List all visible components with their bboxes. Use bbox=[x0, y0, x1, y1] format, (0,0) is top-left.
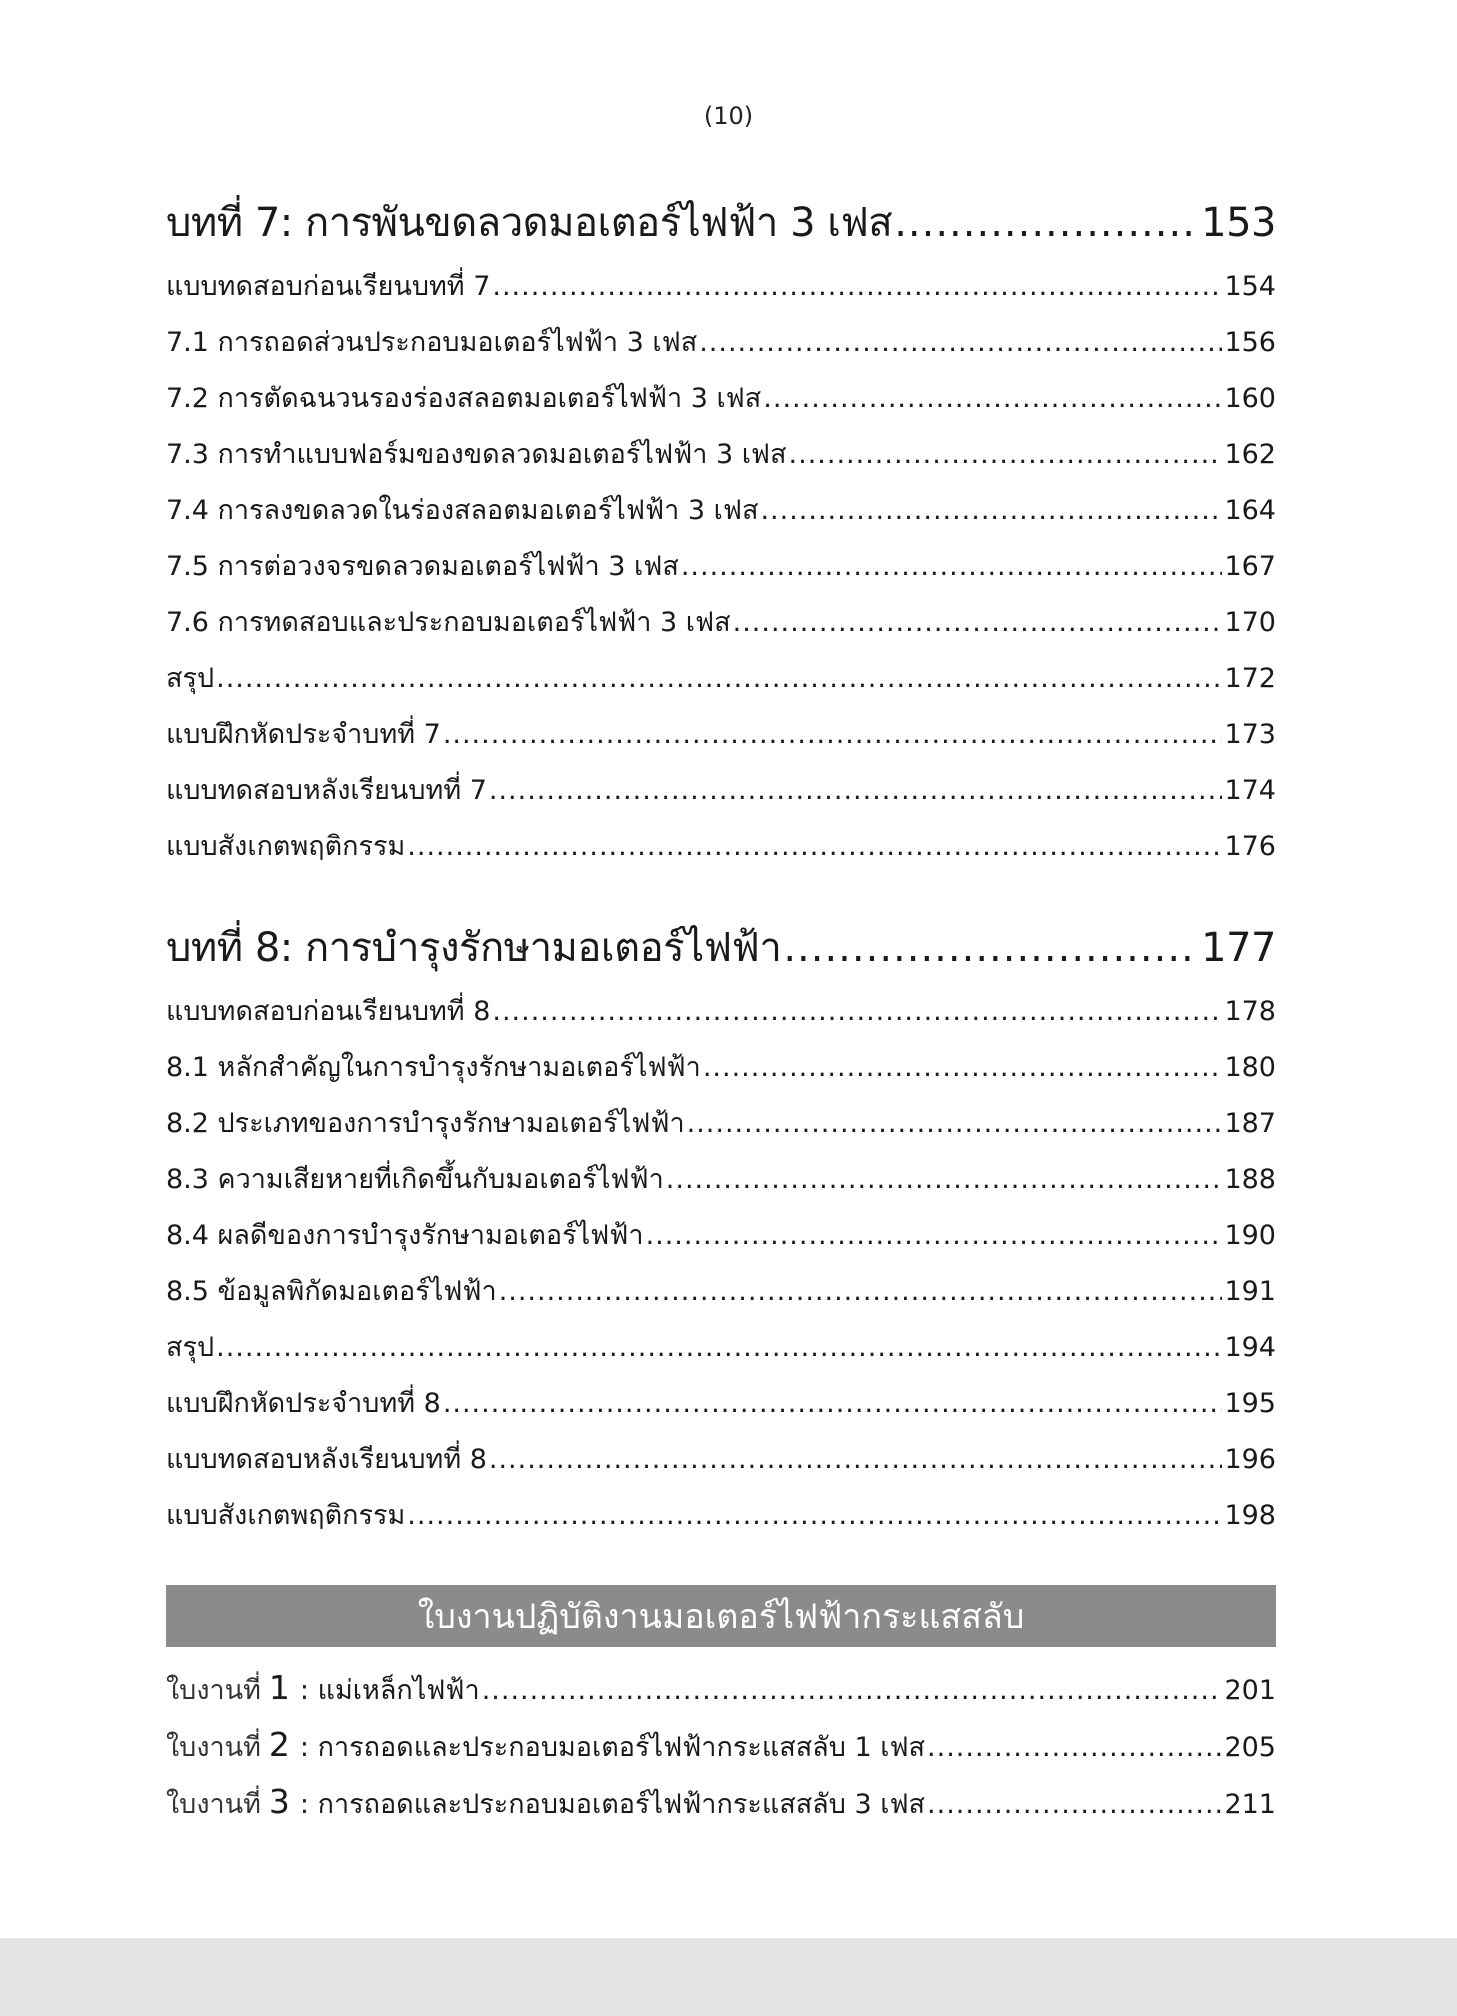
toc-entry[interactable] bbox=[166, 320, 1276, 376]
entry-label: แบบทดสอบหลังเรียนบทที่ 7 bbox=[166, 775, 487, 806]
chapter-title: บทที่ 8: การบำรุงรักษามอเตอร์ไฟฟ้า bbox=[166, 925, 782, 971]
entry-label: 8.3 ความเสียหายที่เกิดขึ้นกับมอเตอร์ไฟฟ้า bbox=[166, 1164, 664, 1195]
toc-entry[interactable] bbox=[166, 712, 1276, 768]
dot-leader bbox=[216, 1332, 1222, 1363]
dot-leader bbox=[216, 663, 1222, 694]
chapter-page: 177 bbox=[1201, 925, 1276, 971]
toc-entry[interactable] bbox=[166, 544, 1276, 600]
entry-page: 170 bbox=[1224, 607, 1276, 638]
entry-page: 154 bbox=[1224, 271, 1276, 302]
entry-page: 160 bbox=[1224, 383, 1276, 414]
entry-page: 176 bbox=[1224, 831, 1276, 862]
entry-label: แบบฝึกหัดประจำบทที่ 7 bbox=[166, 719, 441, 750]
dot-leader bbox=[489, 1444, 1223, 1475]
entry-label: สรุป bbox=[166, 663, 215, 694]
toc-entry[interactable] bbox=[166, 488, 1276, 544]
toc-entry[interactable] bbox=[166, 1269, 1276, 1325]
worksheet-number: 1 bbox=[268, 1668, 290, 1707]
entry-page: 187 bbox=[1224, 1108, 1276, 1139]
footer-band bbox=[0, 1938, 1457, 2016]
dot-leader bbox=[894, 200, 1199, 246]
chapter-7-section bbox=[166, 190, 1276, 880]
entry-label: แบบฝึกหัดประจำบทที่ 8 bbox=[166, 1388, 441, 1419]
dot-leader bbox=[499, 1276, 1223, 1307]
worksheet-number: 3 bbox=[268, 1782, 290, 1821]
dot-leader bbox=[681, 551, 1223, 582]
chapter-page: 153 bbox=[1201, 200, 1276, 246]
worksheet-banner-title: ใบงานปฏิบัติงานมอเตอร์ไฟฟ้ากระแสสลับ bbox=[417, 1597, 1025, 1637]
toc-entry[interactable] bbox=[166, 1045, 1276, 1101]
dot-leader bbox=[407, 831, 1222, 862]
dot-leader bbox=[492, 996, 1222, 1027]
entry-page: 173 bbox=[1224, 719, 1276, 750]
chapter-7-heading[interactable] bbox=[166, 190, 1276, 264]
chapter-8-section bbox=[166, 915, 1276, 1549]
dot-leader bbox=[646, 1220, 1223, 1251]
toc-entry[interactable] bbox=[166, 824, 1276, 880]
entry-label: 8.5 ข้อมูลพิกัดมอเตอร์ไฟฟ้า bbox=[166, 1276, 497, 1307]
entry-label: แบบทดสอบก่อนเรียนบทที่ 7 bbox=[166, 271, 491, 302]
page-number: (10) bbox=[703, 102, 754, 130]
entry-page: 196 bbox=[1224, 1444, 1276, 1475]
worksheet-prefix: ใบงานที่ bbox=[166, 1732, 261, 1763]
chapter-8-heading[interactable] bbox=[166, 915, 1276, 989]
worksheet-list bbox=[166, 1668, 1276, 1839]
toc-entry[interactable] bbox=[166, 376, 1276, 432]
entry-label: 7.2 การตัดฉนวนรองร่องสลอตมอเตอร์ไฟฟ้า 3 เฟส bbox=[166, 383, 762, 414]
worksheet-title: : การถอดและประกอบมอเตอร์ไฟฟ้ากระแสสลับ 1 เฟส bbox=[299, 1732, 926, 1763]
entry-label: แบบทดสอบหลังเรียนบทที่ 8 bbox=[166, 1444, 487, 1475]
entry-label: แบบทดสอบก่อนเรียนบทที่ 8 bbox=[166, 996, 491, 1027]
entry-page: 188 bbox=[1224, 1164, 1276, 1195]
entry-page: 162 bbox=[1224, 439, 1276, 470]
dot-leader bbox=[760, 495, 1222, 526]
entry-page: 190 bbox=[1224, 1220, 1276, 1251]
worksheet-prefix: ใบงานที่ bbox=[166, 1675, 261, 1706]
worksheet-page: 205 bbox=[1224, 1732, 1276, 1763]
dot-leader bbox=[763, 383, 1222, 414]
worksheet-entry[interactable] bbox=[166, 1668, 1276, 1725]
dot-leader bbox=[703, 1052, 1223, 1083]
worksheet-title: : แม่เหล็กไฟฟ้า bbox=[299, 1675, 480, 1706]
dot-leader bbox=[482, 1675, 1223, 1706]
dot-leader bbox=[492, 271, 1222, 302]
worksheet-label-group bbox=[166, 1782, 925, 1825]
entry-label: 7.4 การลงขดลวดในร่องสลอตมอเตอร์ไฟฟ้า 3 เฟส bbox=[166, 495, 759, 526]
toc-entry[interactable] bbox=[166, 1157, 1276, 1213]
dot-leader bbox=[407, 1500, 1222, 1531]
dot-leader bbox=[783, 925, 1199, 971]
worksheet-prefix: ใบงานที่ bbox=[166, 1789, 261, 1820]
toc-entry[interactable] bbox=[166, 1381, 1276, 1437]
toc-entry[interactable] bbox=[166, 600, 1276, 656]
entry-label: 8.4 ผลดีของการบำรุงรักษามอเตอร์ไฟฟ้า bbox=[166, 1220, 644, 1251]
entry-page: 198 bbox=[1224, 1500, 1276, 1531]
chapter-title: บทที่ 7: การพันขดลวดมอเตอร์ไฟฟ้า 3 เฟส bbox=[166, 200, 893, 246]
toc-entry[interactable] bbox=[166, 1493, 1276, 1549]
entry-page: 191 bbox=[1224, 1276, 1276, 1307]
toc-entry[interactable] bbox=[166, 1437, 1276, 1493]
toc-entry[interactable] bbox=[166, 1101, 1276, 1157]
entry-page: 174 bbox=[1224, 775, 1276, 806]
entry-label: แบบสังเกตพฤติกรรม bbox=[166, 1500, 406, 1531]
entry-label: 7.3 การทำแบบฟอร์มของขดลวดมอเตอร์ไฟฟ้า 3 เฟส bbox=[166, 439, 787, 470]
toc-entry[interactable] bbox=[166, 432, 1276, 488]
dot-leader bbox=[699, 327, 1222, 358]
entry-page: 164 bbox=[1224, 495, 1276, 526]
dot-leader bbox=[443, 1388, 1223, 1419]
entry-page: 156 bbox=[1224, 327, 1276, 358]
worksheet-title: : การถอดและประกอบมอเตอร์ไฟฟ้ากระแสสลับ 3 เฟส bbox=[299, 1789, 926, 1820]
dot-leader bbox=[789, 439, 1223, 470]
toc-entry[interactable] bbox=[166, 1325, 1276, 1381]
entry-label: 7.6 การทดสอบและประกอบมอเตอร์ไฟฟ้า 3 เฟส bbox=[166, 607, 731, 638]
worksheet-number: 2 bbox=[268, 1725, 290, 1764]
toc-entry[interactable] bbox=[166, 1213, 1276, 1269]
entry-page: 180 bbox=[1224, 1052, 1276, 1083]
entry-label: สรุป bbox=[166, 1332, 215, 1363]
worksheet-label-group bbox=[166, 1725, 925, 1768]
worksheet-entry[interactable] bbox=[166, 1782, 1276, 1839]
dot-leader bbox=[443, 719, 1223, 750]
dot-leader bbox=[489, 775, 1223, 806]
entry-page: 172 bbox=[1224, 663, 1276, 694]
entry-page: 178 bbox=[1224, 996, 1276, 1027]
entry-page: 195 bbox=[1224, 1388, 1276, 1419]
entry-label: 8.1 หลักสำคัญในการบำรุงรักษามอเตอร์ไฟฟ้า bbox=[166, 1052, 701, 1083]
dot-leader bbox=[666, 1164, 1223, 1195]
entry-label: 7.5 การต่อวงจรขดลวดมอเตอร์ไฟฟ้า 3 เฟส bbox=[166, 551, 679, 582]
dot-leader bbox=[927, 1732, 1222, 1763]
worksheet-page: 201 bbox=[1224, 1675, 1276, 1706]
worksheet-banner bbox=[166, 1585, 1276, 1647]
toc-entry[interactable] bbox=[166, 264, 1276, 320]
toc-entry[interactable] bbox=[166, 656, 1276, 712]
worksheet-label-group bbox=[166, 1668, 480, 1711]
worksheet-page: 211 bbox=[1224, 1789, 1276, 1820]
worksheet-entry[interactable] bbox=[166, 1725, 1276, 1782]
dot-leader bbox=[733, 607, 1223, 638]
entry-label: 7.1 การถอดส่วนประกอบมอเตอร์ไฟฟ้า 3 เฟส bbox=[166, 327, 698, 358]
entry-label: แบบสังเกตพฤติกรรม bbox=[166, 831, 406, 862]
dot-leader bbox=[927, 1789, 1222, 1820]
toc-entry[interactable] bbox=[166, 768, 1276, 824]
dot-leader bbox=[687, 1108, 1223, 1139]
entry-page: 194 bbox=[1224, 1332, 1276, 1363]
toc-entry[interactable] bbox=[166, 989, 1276, 1045]
entry-label: 8.2 ประเภทของการบำรุงรักษามอเตอร์ไฟฟ้า bbox=[166, 1108, 685, 1139]
entry-page: 167 bbox=[1224, 551, 1276, 582]
